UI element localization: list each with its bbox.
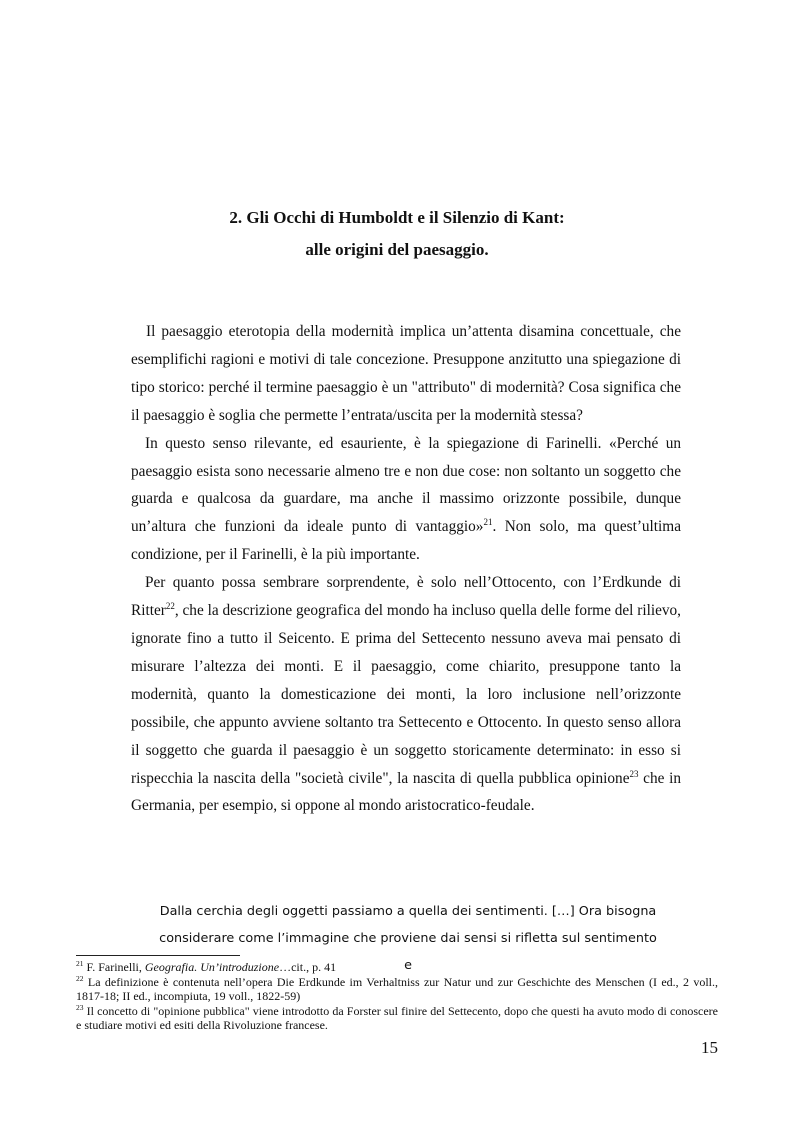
footnotes — [76, 960, 718, 1033]
chapter-title-line2: alle origini del paesaggio. — [305, 240, 489, 259]
footnote-number: 21 — [76, 959, 84, 968]
paragraph-2-text-a: In questo senso rilevante, ed esauriente, è la spiegazione di Farinelli. «Perché un paesaggio esista sono necessarie almeno tre e non due cose: non soltanto un soggetto che guarda e qualcosa da guardare, ma anche il massimo orizzonte possibile, dunque un’altura che funzioni da ideale punto di vantaggio» — [131, 434, 681, 536]
footnote-text: La definizione è contenuta nell’opera Die Erdkunde im Verhaltniss zur Natur und zur Geschichte des Menschen (I ed., 2 voll., 1817-18; II ed., incompiuta, 19 voll., 1822-59) — [76, 974, 719, 1003]
footnote-22 — [76, 975, 718, 1004]
footnote-ref-22[interactable]: 22 — [165, 600, 175, 611]
footnote-title: Geografia. Un’introduzione — [144, 960, 280, 974]
chapter-title-line1: 2. Gli Occhi di Humboldt e il Silenzio di Kant: — [229, 208, 565, 227]
footnote-text: Il concetto di "opinione pubblica" viene introdotto da Forster sul finire del Settecento, dopo che questi ha avuto modo di conoscere e studiare motivi ed esiti della Rivoluzione francese. — [76, 1003, 718, 1032]
footnote-text: …cit., p. 41 — [279, 960, 337, 974]
footnote-23 — [76, 1004, 718, 1033]
footnote-number: 22 — [76, 973, 84, 983]
paragraph-3-text-c: che in Germania, per esempio, si oppone al mondo aristocratico-feudale. — [131, 769, 681, 815]
footnote-ref-21[interactable]: 21 — [483, 517, 493, 528]
body-text — [131, 318, 681, 820]
page-number: 15 — [701, 1038, 718, 1057]
paragraph-1: Il paesaggio eterotopia della modernità implica un’attenta disamina concettuale, che esemplifichi ragioni e motivi di tale concezione. Presuppone anzitutto una spiegazione di tipo storico: perché il termine paesaggio è un "attributo" di modernità? Cosa significa che il paesaggio è soglia che permette l’entrata/uscita per la modernità stessa? — [131, 323, 681, 424]
footnote-separator — [76, 955, 240, 956]
footnote-21 — [76, 960, 718, 975]
footnote-text: F. Farinelli, — [86, 960, 145, 974]
paragraph-3-text-a: Per quanto possa sembrare sorprendente, è solo nell’Ottocento, con l’Erdkunde di Ritter — [131, 574, 681, 620]
paragraph-2 — [131, 430, 681, 570]
quote-line-2: considerare come l’immagine che proviene dai sensi si rifletta sul sentimento e — [159, 931, 657, 973]
footnote-ref-23[interactable]: 23 — [629, 768, 639, 779]
quote-line-1: Dalla cerchia degli oggetti passiamo a quella dei sentimenti. […] Ora bisogna — [159, 904, 657, 919]
paragraph-3-text-b: , che la descrizione geografica del mondo ha incluso quella delle forme del rilievo, ignorate fino a tutto il Seicento. E prima del Settecento nessuno aveva mai pensato di misurare l’altezza dei monti. E il paesaggio, come chiarito, presuppone tanto la modernità, quanto la domesticazione dei monti, la loro inclusione nell’orizzonte possibile, che appunto avviene soltanto tra Settecento e Ottocento. In questo senso allora il soggetto che guarda il paesaggio è un soggetto storicamente determinato: in esso si rispecchia la nascita della "società civile", la nascita di quella pubblica opinione — [131, 602, 681, 787]
footnote-number: 23 — [76, 1002, 84, 1012]
paragraph-2-text-b: . Non solo, ma quest’ultima condizione, per il Farinelli, è la più importante. — [131, 518, 681, 564]
paragraph-3 — [131, 569, 681, 820]
